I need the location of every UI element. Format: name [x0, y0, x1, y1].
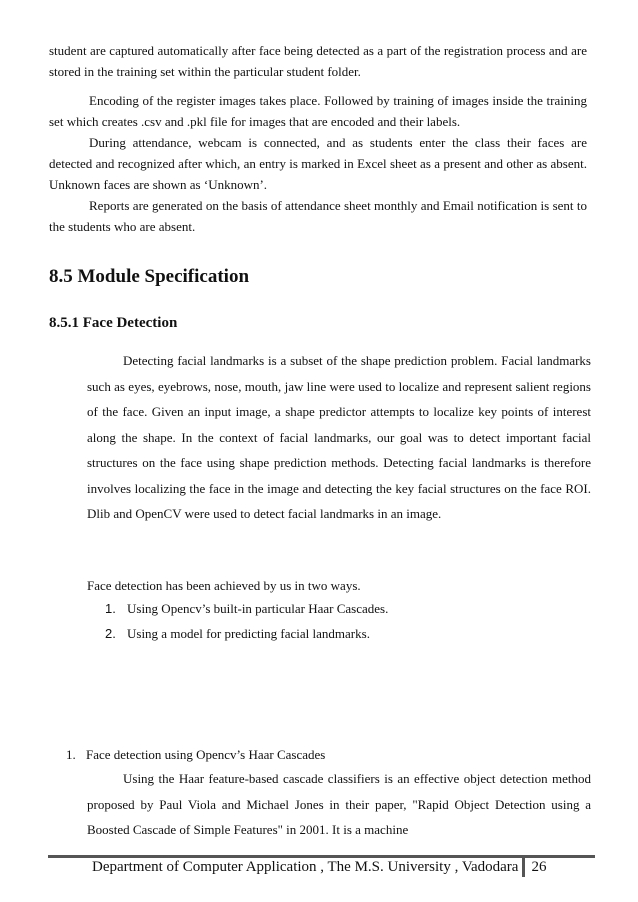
- list-item-text: Using a model for predicting facial landmarks.: [127, 626, 370, 641]
- footer-separator: [522, 858, 525, 877]
- paragraph-encoding: Encoding of the register images takes place. Followed by training of images inside the training set which creates .csv and .pkl file for images that are encoded and their labels.: [49, 93, 587, 129]
- page-number: 26: [531, 858, 547, 875]
- section-title: Face detection using Opencv’s Haar Cascades: [86, 747, 326, 762]
- footer-department: Department of Computer Application , The M.S. University , Vadodara: [92, 858, 519, 875]
- section-haar-title: [66, 742, 566, 767]
- face-detection-paragraph: Detecting facial landmarks is a subset of the shape prediction problem. Facial landmarks such as eyes, eyebrows, nose, mouth, jaw line were used to localize and represent salient regions of the face. Given an input image, a shape predictor attempts to localize key points of interest along the shape. In the context of facial landmarks, our goal was to detect important facial structures on the face using shape prediction methods. Detecting facial landmarks is therefore involves localizing the face in the image and detecting the key facial structures on the face ROI. Dlib and OpenCV were used to detect facial landmarks in an image.: [87, 353, 591, 521]
- page-footer: [92, 858, 546, 877]
- paragraph-registration: student are captured automatically after face being detected as a part of the registration process and are stored in the training set within the particular student folder.: [49, 43, 587, 79]
- section-number: 1.: [66, 747, 76, 762]
- haar-paragraph: Using the Haar feature-based cascade classifiers is an effective object detection method proposed by Paul Viola and Michael Jones in their paper, "Rapid Object Detection using a Boosted Cascade of Simple Features" in 2001. It is a machine: [87, 771, 591, 837]
- list-item: [105, 621, 388, 646]
- heading-face-detection: 8.5.1 Face Detection: [49, 315, 178, 331]
- haar-text-block: [87, 766, 591, 843]
- paragraph-reports: Reports are generated on the basis of attendance sheet monthly and Email notification is sent to the students who are absent.: [49, 198, 587, 234]
- ways-intro: Face detection has been achieved by us in two ways.: [87, 578, 361, 593]
- heading-module-specification: 8.5 Module Specification: [49, 266, 250, 287]
- face-detection-text-block: [87, 348, 591, 527]
- list-item-text: Using Opencv’s built-in particular Haar Cascades.: [127, 601, 389, 616]
- paragraph-attendance: During attendance, webcam is connected, and as students enter the class their faces are detected and recognized after which, an entry is marked in Excel sheet as a present and other as absent. Unknown faces are shown as ‘Unknown’.: [49, 135, 587, 192]
- ways-list: [105, 596, 388, 646]
- list-item-number: 2.: [105, 626, 116, 641]
- list-item-number: 1.: [105, 601, 116, 616]
- list-item: [105, 596, 388, 621]
